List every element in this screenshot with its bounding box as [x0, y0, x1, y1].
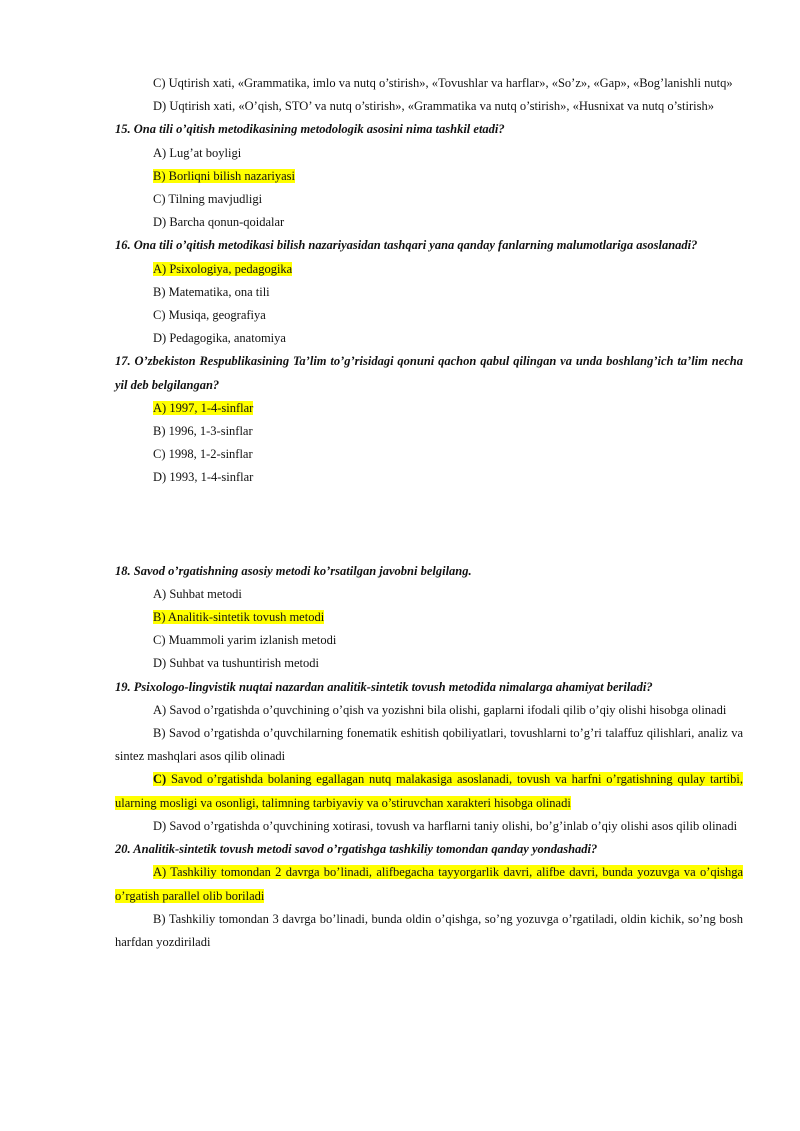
- q16-option-a: [115, 258, 743, 281]
- question-18: 18. Savod o’rgatishning asosiy metodi ko’rsatilgan javobni belgilang.: [115, 563, 472, 578]
- q16-answer-highlight: A) Psixologiya, pedagogika: [153, 261, 293, 276]
- q20-option-b: B) Tashkiliy tomondan 3 davrga bo’linadi, bunda oldin o’qishga, so’ng yozuvga o’rgatiladi, oldin kichik, so’ng bosh harfdan yozdiriladi: [115, 911, 743, 949]
- prev-option-c: C) Uqtirish xati, «Grammatika, imlo va nutq o’stirish», «Tovushlar va harflar», «So’z», «Gap», «Bog’lanishli nutq»: [153, 76, 733, 90]
- q19-option-c-text: Savod o’rgatishda bolaning egallagan nutq malakasiga asoslanadi, tovush va harfni o’rgatishning qulay tartibi, ularning mosligi va osonligi, talimning tarbiyaviy va o’stiruvchan xarakteri hisobga olinadi: [115, 772, 743, 810]
- q17-answer-highlight: A) 1997, 1-4-sinflar: [153, 400, 254, 415]
- q17-option-c: C) 1998, 1-2-sinflar: [153, 447, 253, 462]
- q15-option-a: A) Lug’at boyligi: [153, 145, 242, 160]
- q18-answer-highlight: B) Analitik-sintetik tovush metodi: [153, 610, 325, 625]
- q15-option-d: D) Barcha qonun-qoidalar: [153, 215, 285, 230]
- q18-option-c: C) Muammoli yarim izlanish metodi: [153, 633, 337, 648]
- q18-option-d: D) Suhbat va tushuntirish metodi: [153, 656, 319, 671]
- q20-option-a: [115, 861, 743, 907]
- q19-answer-highlight: [115, 772, 743, 809]
- q17-option-a: [115, 397, 743, 420]
- q15-answer-highlight: B) Borliqni bilish nazariyasi: [153, 168, 295, 183]
- q16-option-d: D) Pedagogika, anatomiya: [153, 331, 286, 346]
- q15-option-b: [115, 165, 743, 188]
- q18-option-b: [115, 606, 743, 629]
- question-17: 17. O’zbekiston Respublikasining Ta’lim to’g’risidagi qonuni qachon qabul qilingan va unda boshlang’ich ta’lim necha yil deb belgilangan?: [115, 354, 743, 392]
- q19-option-c: [115, 768, 743, 814]
- q19-option-d: D) Savod o’rgatishda o’quvchining xotirasi, tovush va harflarni taniy olishi, bo’g’inlab o’qiy olishi asos qilib olinadi: [153, 818, 738, 833]
- question-20: 20. Analitik-sintetik tovush metodi savod o’rgatishga tashkiliy tomondan qanday yondashadi?: [115, 842, 598, 857]
- q19-option-c-letter: C): [153, 772, 167, 787]
- q16-option-b: B) Matematika, ona tili: [153, 284, 270, 299]
- prev-option-d: D) Uqtirish xati, «O’qish, STO’ va nutq o’stirish», «Grammatika va nutq o’stirish», «Husnixat va nutq o’stirish»: [153, 99, 714, 114]
- q19-option-a: A) Savod o’rgatishda o’quvchining o’qish va yozishni bila olishi, gaplarni ifodali qilib o’qiy olishi hisobga olinadi: [153, 702, 727, 717]
- q15-option-c: C) Tilning mavjudligi: [153, 192, 263, 207]
- question-19: 19. Psixologo-lingvistik nuqtai nazardan analitik-sintetik tovush metodida nimalarga ahamiyat beriladi?: [115, 679, 653, 694]
- question-16: 16. Ona tili o’qitish metodikasi bilish nazariyasidan tashqari yana qanday fanlarning malumotlariga asoslanadi?: [115, 238, 698, 253]
- q18-option-a: A) Suhbat metodi: [153, 586, 242, 601]
- q20-answer-highlight: A) Tashkiliy tomondan 2 davrga bo’linadi, alifbegacha tayyorgarlik davri, alifbe davri, bunda yozuvga va o’qishga o’rgatish parallel olib boriladi: [115, 865, 743, 903]
- q17-option-b: B) 1996, 1-3-sinflar: [153, 424, 253, 439]
- question-15: 15. Ona tili o’qitish metodikasining metodologik asosini nima tashkil etadi?: [115, 122, 505, 137]
- q19-option-b: B) Savod o’rgatishda o’quvchilarning fonematik eshitish qobiliyatlari, tovushlarni to’g’ri talaffuz qilishlari, analiz va sintez mashqlari asos qilib olinadi: [115, 726, 743, 764]
- q16-option-c: C) Musiqa, geografiya: [153, 308, 266, 323]
- page-gap: [115, 490, 743, 560]
- q17-option-d: D) 1993, 1-4-sinflar: [153, 470, 254, 485]
